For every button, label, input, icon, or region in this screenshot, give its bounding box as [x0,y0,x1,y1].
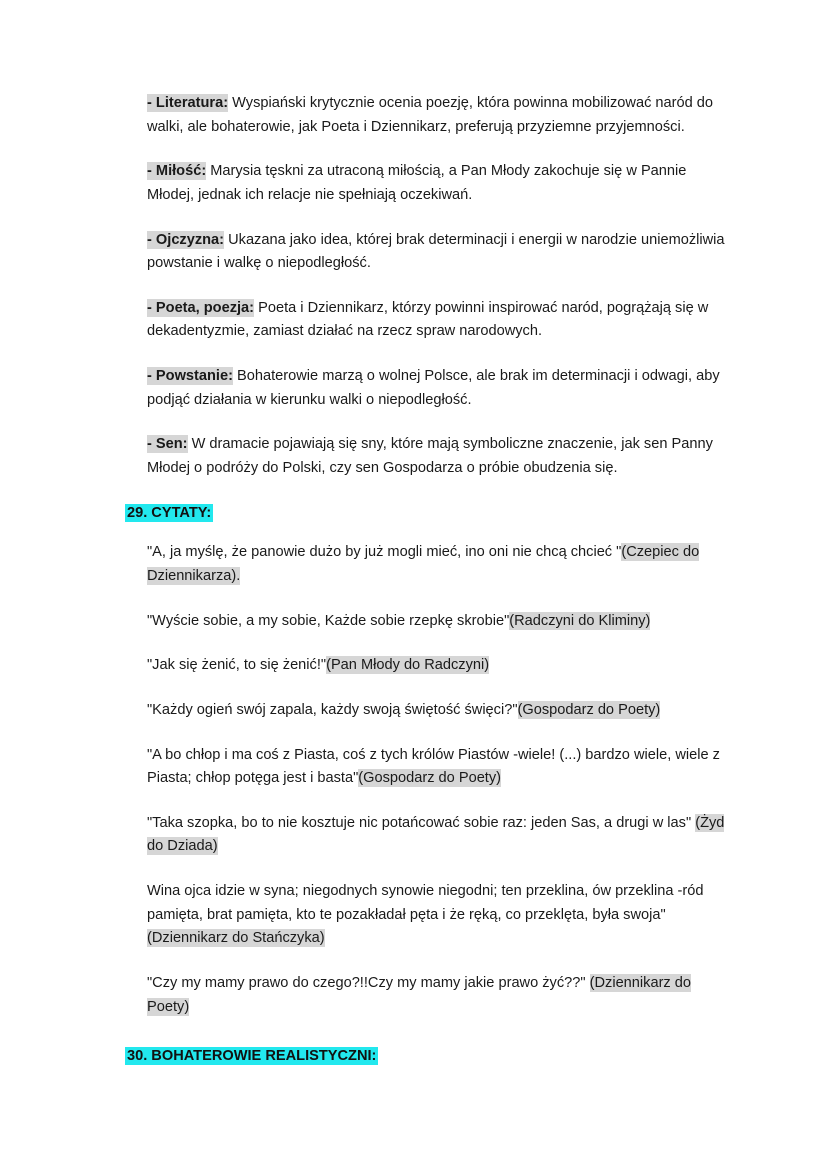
quote-item [147,699,737,723]
theme-label: - Sen: [147,436,188,453]
quote-attribution: (Gospodarz do Poety) [517,701,661,718]
document-body [127,92,737,1085]
section-heading-cytaty [125,502,715,526]
section-title: BOHATEROWIE REALISTYCZNI: [151,1048,377,1065]
theme-paragraph-ojczyzna [147,229,737,276]
quote-text: Wina ojca idzie w syna; niegodnych synowie niegodni; ten przeklina, ów przeklina -ród pamięta, brat pamięta, kto te pozakładał pęta i że ręką, co przeklęta, była swoja" [147,883,704,923]
quote-item [147,972,737,1019]
theme-label: - Miłość: [147,163,207,180]
section-number: 30. [127,1048,148,1065]
quote-attribution: (Czepiec do Dziennikarza). [147,544,700,584]
theme-paragraph-literatura [147,92,737,139]
quote-item [147,541,737,588]
quote-text: "Każdy ogień swój zapala, każdy swoją świętość święci?" [147,701,518,718]
theme-text: Marysia tęskni za utraconą miłością, a Pan Młody zakochuje się w Pannie Młodej, jednak ich relacje nie spełniają oczekiwań. [147,163,687,203]
quote-text: "Czy my mamy prawo do czego?!!Czy my mamy jakie prawo żyć??" [147,975,590,992]
section-title: CYTATY: [151,504,212,521]
theme-paragraph-milosc [147,160,737,207]
quote-attribution: (Radczyni do Kliminy) [509,612,651,629]
theme-label: - Poeta, poezja: [147,299,255,316]
quote-text: "A, ja myślę, że panowie dużo by już mogli mieć, ino oni nie chcą chcieć " [147,544,622,561]
section-number: 29. [127,504,148,521]
theme-paragraph-powstanie [147,365,737,412]
quote-text: "Jak się żenić, to się żenić!" [147,657,327,674]
quote-item [147,654,737,678]
quote-item [147,610,737,634]
theme-paragraph-sen [147,433,737,480]
theme-label: - Literatura: [147,95,229,111]
quote-attribution: (Gospodarz do Poety) [358,770,502,787]
quote-attribution: (Dziennikarz do Stańczyka) [147,930,325,947]
quote-text: "Wyście sobie, a my sobie, Każde sobie rzepkę skrobie" [147,612,510,629]
quote-item [147,812,737,859]
quote-attribution: (Żyd do Dziada) [147,814,725,855]
quote-text: "A bo chłop i ma coś z Piasta, coś z tych królów Piastów -wiele! (...) bardzo wiele, wiele z Piasta; chłop potęga jest i basta" [147,746,720,787]
quote-text: "Taka szopka, bo to nie kosztuje nic potańcować sobie raz: jeden Sas, a drugi w las" [147,814,696,831]
section-heading-bohaterowie [125,1045,715,1069]
theme-label: - Ojczyzna: [147,231,225,248]
theme-text: W dramacie pojawiają się sny, które mają symboliczne znaczenie, jak sen Panny Młodej o podróży do Polski, czy sen Gospodarza o próbie obudzenia się. [147,436,713,477]
theme-paragraph-poeta-poezja [147,297,737,344]
quote-item [147,880,737,951]
theme-text: Wyspiański krytycznie ocenia poezję, która powinna mobilizować naród do walki, ale bohaterowie, jak Poeta i Dziennikarz, preferują przyziemne przyjemności. [147,95,714,135]
theme-label: - Powstanie: [147,368,233,385]
quote-attribution: (Pan Młody do Radczyni) [326,657,490,674]
quote-item [147,744,737,791]
theme-text: Poeta i Dziennikarz, którzy powinni inspirować naród, pogrążają się w dekadentyzmie, zamiast działać na rzecz spraw narodowych. [147,299,709,340]
quote-attribution: (Dziennikarz do Poety) [147,975,692,1015]
theme-text: Ukazana jako idea, której brak determinacji i energii w narodzie uniemożliwia powstanie i walkę o niepodległość. [147,231,725,272]
theme-text: Bohaterowie marzą o wolnej Polsce, ale brak im determinacji i odwagi, aby podjąć działania w kierunku walki o niepodległość. [147,368,720,408]
